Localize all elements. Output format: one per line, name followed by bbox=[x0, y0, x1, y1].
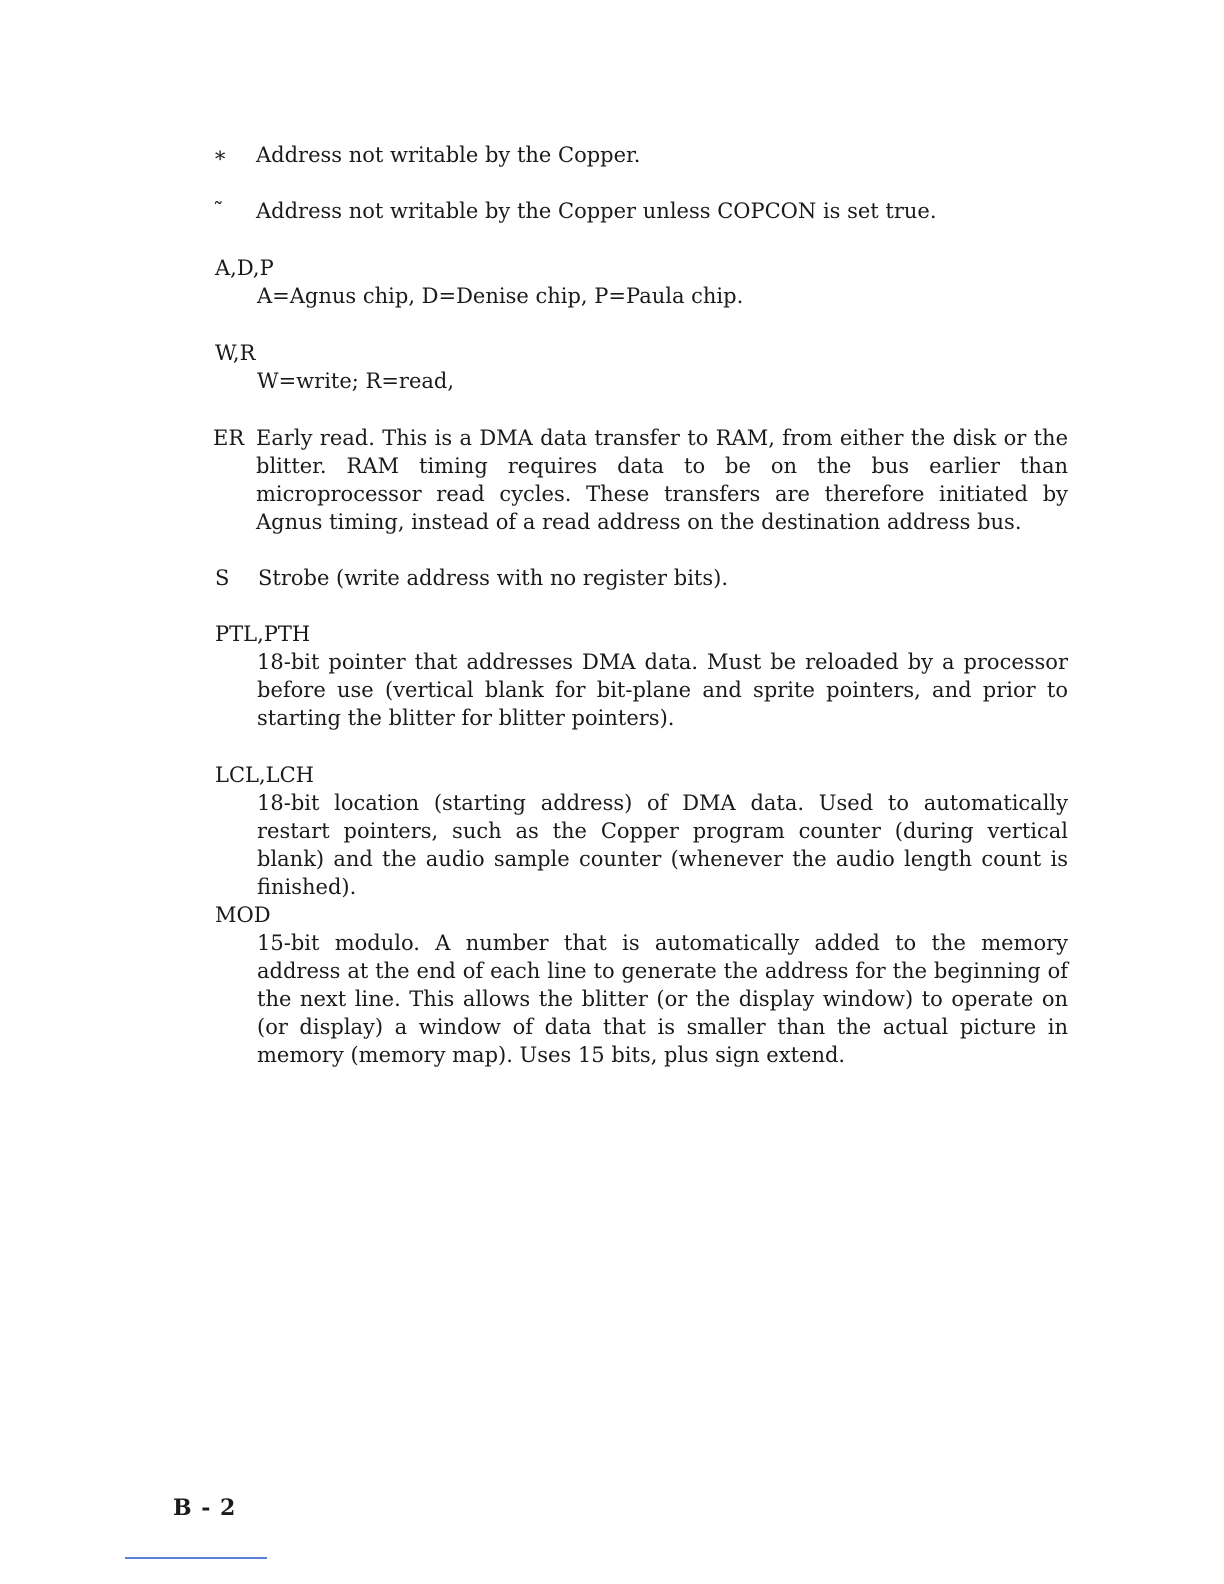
entry-description: 15-bit modulo. A number that is automatically added to the memory address at the end of each line to generate the address for the beginning of the next line. This allows the blitter (or the display window) to operate on (or display) a window of data that is smaller than the actual picture in memory (memory map). Uses 15 bits, plus sign extend. bbox=[257, 931, 1068, 1067]
entry-description: 18-bit pointer that addresses DMA data. Must be reloaded by a processor before use (vertical blank for bit-plane and sprite pointers, and prior to starting the blitter for blitter pointers). bbox=[257, 650, 1068, 730]
entry-text: Early read. This is a DMA data transfer to RAM, from either the disk or the blitter. RAM timing requires data to be on the bus earlier than microprocessor read cycles. These transfers are therefore initiated by Agnus timing, instead of a read address on the destination address bus. bbox=[256, 426, 1068, 534]
entry-write-read bbox=[215, 339, 1068, 395]
entry-not-writable bbox=[213, 141, 1073, 169]
entry-symbol-tilde: ˜ bbox=[213, 199, 224, 223]
entry-term: PTL,PTH bbox=[215, 622, 311, 646]
entry-term: W,R bbox=[215, 341, 256, 365]
entry-early-read bbox=[213, 424, 1068, 536]
entry-term: MOD bbox=[215, 903, 271, 927]
entry-location bbox=[215, 761, 1068, 901]
entry-symbol-er: ER bbox=[213, 426, 245, 450]
entry-text: Address not writable by the Copper unless COPCON is set true. bbox=[256, 199, 937, 223]
entry-description: W=write; R=read, bbox=[257, 369, 455, 393]
bottom-rule-divider bbox=[125, 1557, 267, 1559]
page-number: B - 2 bbox=[173, 1495, 237, 1521]
entry-strobe bbox=[215, 564, 1075, 592]
entry-chips bbox=[215, 254, 1068, 310]
entry-term: LCL,LCH bbox=[215, 763, 314, 787]
entry-symbol-asterisk: ∗ bbox=[213, 143, 228, 167]
entry-pointer bbox=[215, 620, 1068, 732]
entry-symbol-s: S bbox=[215, 566, 230, 590]
entry-text: Address not writable by the Copper. bbox=[256, 143, 641, 167]
entry-modulo bbox=[215, 901, 1068, 1069]
entry-description: 18-bit location (starting address) of DMA data. Used to automatically restart pointers, such as the Copper program counter (during vertical blank) and the audio sample counter (whenever the audio length count is finished). bbox=[257, 791, 1068, 899]
entry-term: A,D,P bbox=[215, 256, 274, 280]
entry-text: Strobe (write address with no register bits). bbox=[258, 566, 729, 590]
entry-description: A=Agnus chip, D=Denise chip, P=Paula chip. bbox=[257, 284, 744, 308]
entry-not-writable-unless-copcon bbox=[213, 197, 1073, 225]
